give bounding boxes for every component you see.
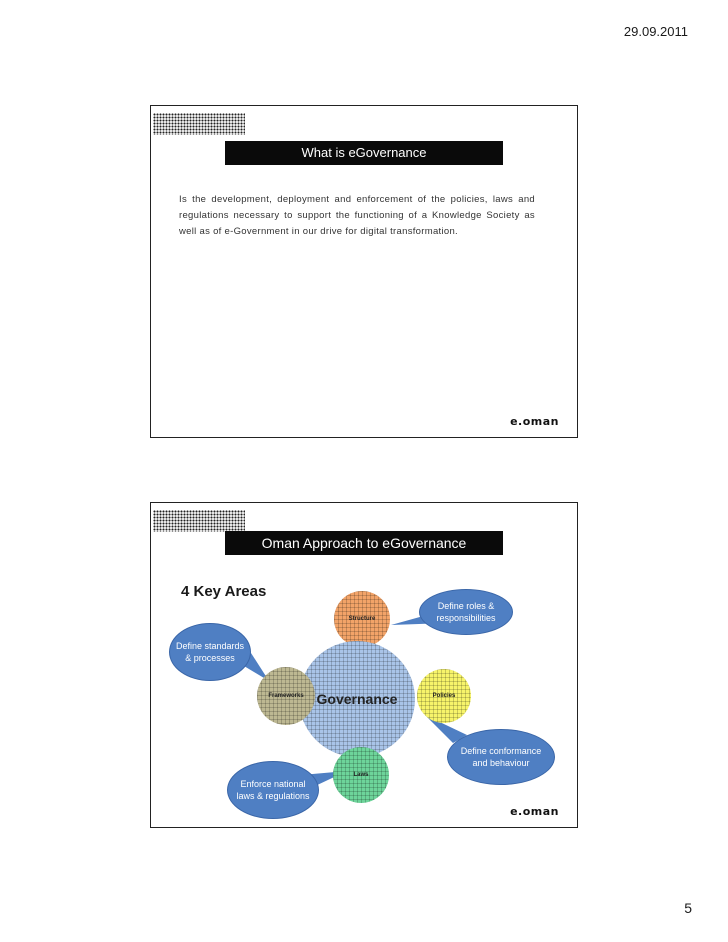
structure-label: Structure	[348, 616, 376, 622]
policies-circle	[417, 669, 471, 723]
policies-label: Policies	[432, 693, 456, 699]
page-number: 5	[684, 900, 692, 916]
frameworks-label: Frameworks	[268, 693, 304, 699]
key-areas-heading: 4 Key Areas	[181, 583, 267, 600]
governance-circle	[299, 641, 415, 757]
slide-oman-approach	[150, 502, 578, 828]
governance-label: Governance	[316, 691, 398, 707]
frameworks-circle	[257, 667, 315, 725]
slide-what-is-egovernance	[150, 105, 578, 438]
callout-enforce: Enforce national laws & regulations	[227, 761, 319, 819]
structure-circle	[334, 591, 390, 647]
laws-circle	[333, 747, 389, 803]
dot-pattern-decoration	[153, 113, 245, 135]
callout-standards: Define standards & processes	[169, 623, 251, 681]
header-date: 29.09.2011	[623, 24, 688, 39]
definition-text: Is the development, deployment and enforcement of the policies, laws and regulations necessary to support the functioning of a Knowledge Society as well as of e-Government in our drive for digital transformation.	[179, 194, 535, 237]
slide-title: What is eGovernance	[225, 141, 503, 165]
callout-roles: Define roles & responsibilities	[419, 589, 513, 635]
laws-label: Laws	[353, 772, 369, 778]
callout-conformance: Define conformance and behaviour	[447, 729, 555, 785]
eoman-logo: e.oman	[510, 415, 559, 428]
eoman-logo: e.oman	[510, 805, 559, 818]
slide-title: Oman Approach to eGovernance	[225, 531, 503, 555]
